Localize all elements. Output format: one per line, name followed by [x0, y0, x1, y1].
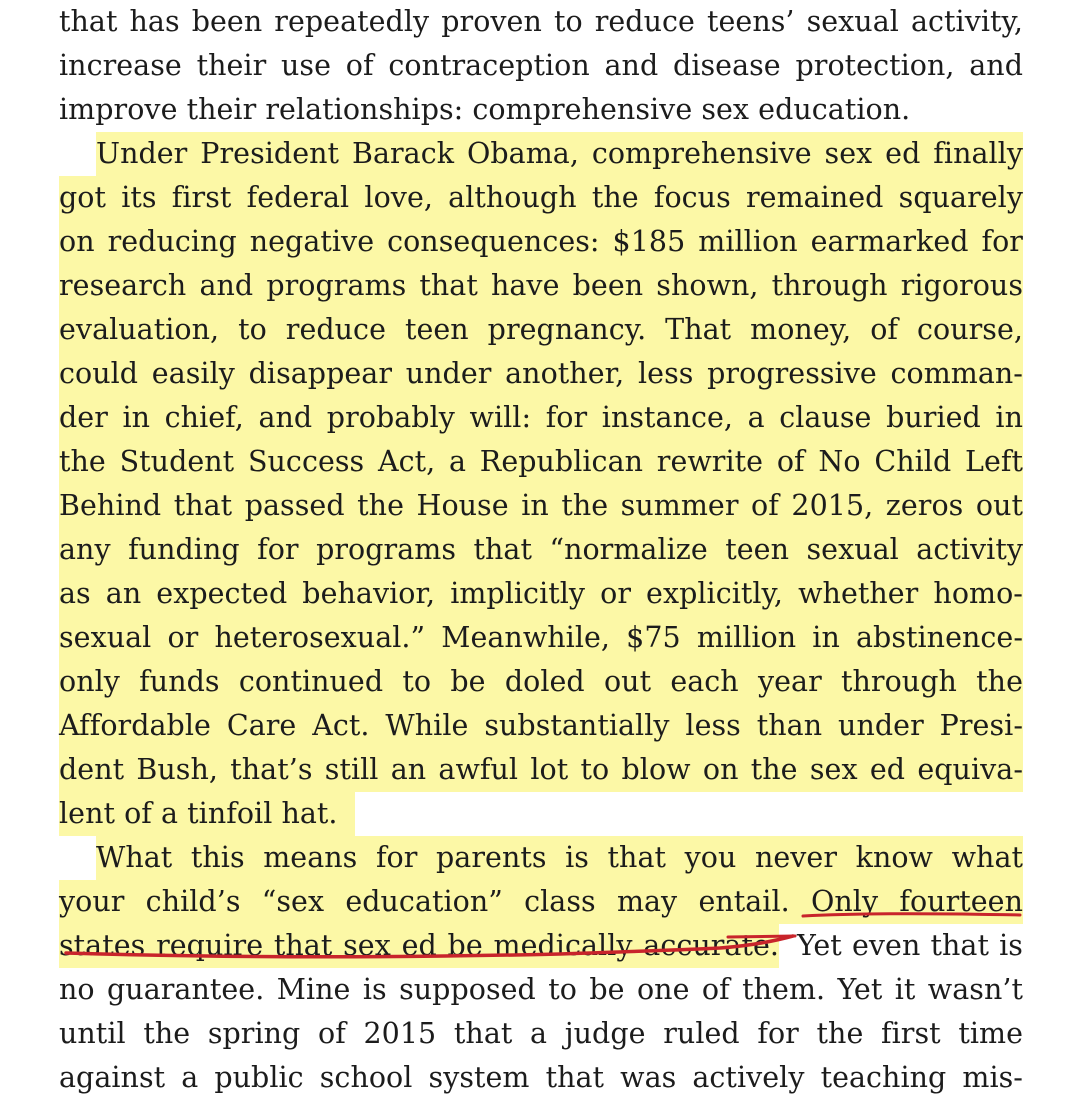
- highlighted-text-line: your child’s “sex education” class may entail. Only fourteen: [59, 880, 1023, 924]
- highlighted-text-line: only funds continued to be doled out each year through the: [59, 660, 1023, 704]
- highlighted-text-line: What this means for parents is that you never know what: [96, 836, 1023, 880]
- highlighted-text-line: as an expected behavior, implicitly or explicitly, whether homo-: [59, 572, 1023, 616]
- text-line: until the spring of 2015 that a judge ruled for the first time: [59, 1017, 1023, 1050]
- highlighted-underlined-text: states require that sex ed be medically accurate.: [59, 924, 779, 968]
- text-line: against a public school system that was actively teaching mis-: [59, 1061, 1023, 1094]
- text-line: no guarantee. Mine is supposed to be one of them. Yet it wasn’t: [59, 973, 1023, 1006]
- text-line: that has been repeatedly proven to reduce teens’ sexual activity,: [59, 5, 1023, 38]
- highlighted-text-line: got its first federal love, although the focus remained squarely: [59, 176, 1023, 220]
- highlighted-text-line: the Student Success Act, a Republican rewrite of No Child Left: [59, 440, 1023, 484]
- highlighted-text-line: sexual or heterosexual.” Meanwhile, $75 million in abstinence-: [59, 616, 1023, 660]
- highlighted-text-line: on reducing negative consequences: $185 million earmarked for: [59, 220, 1023, 264]
- highlighted-text-line: Under President Barack Obama, comprehensive sex ed finally: [96, 132, 1023, 176]
- highlighted-text-line: lent of a tinfoil hat.: [59, 792, 355, 836]
- text-line: improve their relationships: comprehensive sex education.: [59, 93, 911, 126]
- highlighted-text-line: research and programs that have been shown, through rigorous: [59, 264, 1023, 308]
- highlighted-text-line: could easily disappear under another, less progressive comman-: [59, 352, 1023, 396]
- highlighted-text-line: Affordable Care Act. While substantially less than under Presi-: [59, 704, 1023, 748]
- highlighted-text-line: evaluation, to reduce teen pregnancy. That money, of course,: [59, 308, 1023, 352]
- text-line: increase their use of contraception and disease protection, and: [59, 49, 1023, 82]
- highlighted-text-line: dent Bush, that’s still an awful lot to blow on the sex ed equiva-: [59, 748, 1023, 792]
- highlighted-text-line: any funding for programs that “normalize teen sexual activity: [59, 528, 1023, 572]
- text-line: Yet even that is: [797, 929, 1023, 962]
- highlighted-text-line: der in chief, and probably will: for instance, a clause buried in: [59, 396, 1023, 440]
- highlighted-text-line: Behind that passed the House in the summer of 2015, zeros out: [59, 484, 1023, 528]
